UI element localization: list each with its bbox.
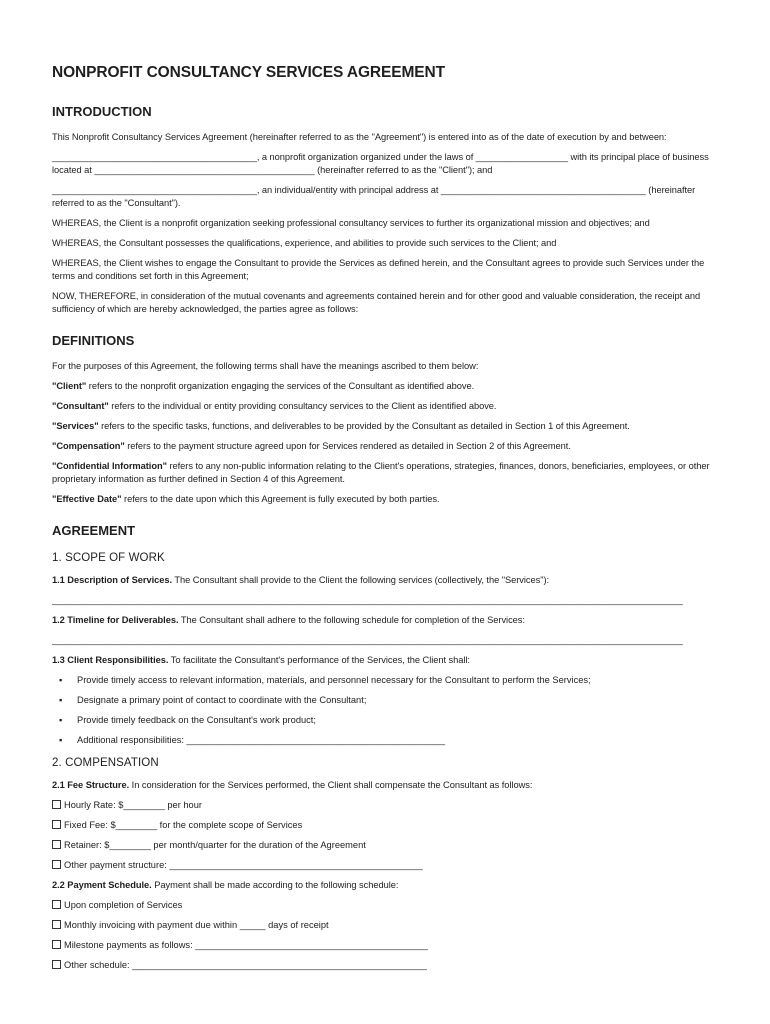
definition-item: "Consultant" refers to the individual or entity providing consultancy services to the Client as identified above. bbox=[52, 401, 497, 411]
checkbox-icon[interactable] bbox=[52, 960, 61, 969]
checkbox-icon[interactable] bbox=[52, 820, 61, 829]
intro-paragraph-2: ________________________________________, a nonprofit organization organized under the laws of __________________ with its principal place of business located at ___________________________________________ (hereinafter referred to as the "Client"); and bbox=[52, 152, 709, 175]
checkbox-icon[interactable] bbox=[52, 800, 61, 809]
definition-item: "Client" refers to the nonprofit organization engaging the services of the Consultant as identified above. bbox=[52, 381, 475, 391]
checkbox-icon[interactable] bbox=[52, 840, 61, 849]
checkbox-icon[interactable] bbox=[52, 940, 61, 949]
intro-whereas-3: WHEREAS, the Client wishes to engage the Consultant to provide the Services as defined herein, and the Consultant agrees to provide such Services under the terms and conditions set forth in this Agreement; bbox=[52, 258, 705, 281]
agreement-heading: AGREEMENT bbox=[52, 523, 136, 538]
section-2-2: 2.2 Payment Schedule. Payment shall be made according to the following schedule: bbox=[52, 880, 399, 890]
timeline-blank-line[interactable]: __________________________________________________________________________________________________________________________ bbox=[52, 635, 683, 645]
definition-item: "Services" refers to the specific tasks, functions, and deliverables to be provided by the Consultant as detailed in Section 1 of this Agreement. bbox=[52, 421, 630, 431]
checkbox-icon[interactable] bbox=[52, 920, 61, 929]
schedule-option-monthly[interactable]: Monthly invoicing with payment due within _____ days of receipt bbox=[52, 919, 718, 932]
bullet-icon: ▪ bbox=[59, 735, 63, 745]
section-1-1: 1.1 Description of Services. The Consultant shall provide to the Client the following services (collectively, the "Services"): bbox=[52, 575, 550, 585]
list-item: ▪ Designate a primary point of contact to coordinate with the Consultant; bbox=[59, 695, 367, 705]
checkbox-icon[interactable] bbox=[52, 900, 61, 909]
list-item: ▪ Additional responsibilities: __________________________________________________ bbox=[59, 735, 446, 745]
intro-whereas-2: WHEREAS, the Consultant possesses the qualifications, experience, and abilities to provide such services to the Client; and bbox=[52, 238, 557, 248]
fee-option-retainer[interactable]: Retainer: $________ per month/quarter for the duration of the Agreement bbox=[52, 839, 718, 852]
fee-option-other[interactable]: Other payment structure: _________________________________________________ bbox=[52, 859, 718, 872]
definitions-heading: DEFINITIONS bbox=[52, 333, 135, 348]
bullet-icon: ▪ bbox=[59, 715, 63, 725]
scope-heading: 1. SCOPE OF WORK bbox=[52, 552, 165, 564]
checkbox-icon[interactable] bbox=[52, 860, 61, 869]
definition-item: "Effective Date" refers to the date upon which this Agreement is fully executed by both parties. bbox=[52, 494, 440, 504]
intro-paragraph-3: ________________________________________, an individual/entity with principal address at ________________________________________ (hereinafter referred to as the "Consultant"). bbox=[52, 185, 696, 208]
schedule-option-milestone[interactable]: Milestone payments as follows: _____________________________________________ bbox=[52, 939, 718, 952]
list-item: ▪ Provide timely access to relevant information, materials, and personnel necessary for the Consultant to perform the Services; bbox=[59, 675, 591, 685]
bullet-icon: ▪ bbox=[59, 695, 63, 705]
section-1-3: 1.3 Client Responsibilities. To facilitate the Consultant's performance of the Services, the Client shall: bbox=[52, 655, 470, 665]
intro-paragraph-1: This Nonprofit Consultancy Services Agreement (hereinafter referred to as the "Agreement") is entered into as of the date of execution by and between: bbox=[52, 132, 667, 142]
fee-option-hourly[interactable]: Hourly Rate: $________ per hour bbox=[52, 799, 718, 812]
definition-item: "Compensation" refers to the payment structure agreed upon for Services rendered as detailed in Section 2 of this Agreement. bbox=[52, 441, 571, 451]
services-blank-line[interactable]: __________________________________________________________________________________________________________________________ bbox=[52, 595, 683, 605]
definitions-intro: For the purposes of this Agreement, the following terms shall have the meanings ascribed to them below: bbox=[52, 361, 479, 371]
compensation-heading: 2. COMPENSATION bbox=[52, 757, 159, 769]
document-title: NONPROFIT CONSULTANCY SERVICES AGREEMENT bbox=[52, 64, 446, 81]
section-2-1: 2.1 Fee Structure. In consideration for the Services performed, the Client shall compensate the Consultant as follows: bbox=[52, 780, 533, 790]
bullet-icon: ▪ bbox=[59, 675, 63, 685]
schedule-option-other[interactable]: Other schedule: _________________________________________________________ bbox=[52, 959, 718, 972]
fee-option-fixed[interactable]: Fixed Fee: $________ for the complete scope of Services bbox=[52, 819, 718, 832]
introduction-heading: INTRODUCTION bbox=[52, 104, 152, 119]
section-1-2: 1.2 Timeline for Deliverables. The Consultant shall adhere to the following schedule for completion of the Services: bbox=[52, 615, 525, 625]
intro-now-therefore: NOW, THEREFORE, in consideration of the mutual covenants and agreements contained herein and for other good and valuable consideration, the receipt and sufficiency of which are hereby acknowledged, the parties agree as follows: bbox=[52, 291, 701, 314]
intro-whereas-1: WHEREAS, the Client is a nonprofit organization seeking professional consultancy services to further its organizational mission and objectives; and bbox=[52, 218, 650, 228]
schedule-option-completion[interactable]: Upon completion of Services bbox=[52, 899, 718, 912]
definition-item: "Confidential Information" refers to any non-public information relating to the Client's operations, strategies, finances, donors, beneficiaries, employees, or other proprietary information as further defined in Section 4 of this Agreement. bbox=[52, 461, 710, 484]
client-responsibilities-list bbox=[52, 674, 718, 747]
list-item: ▪ Provide timely feedback on the Consultant's work product; bbox=[59, 715, 316, 725]
